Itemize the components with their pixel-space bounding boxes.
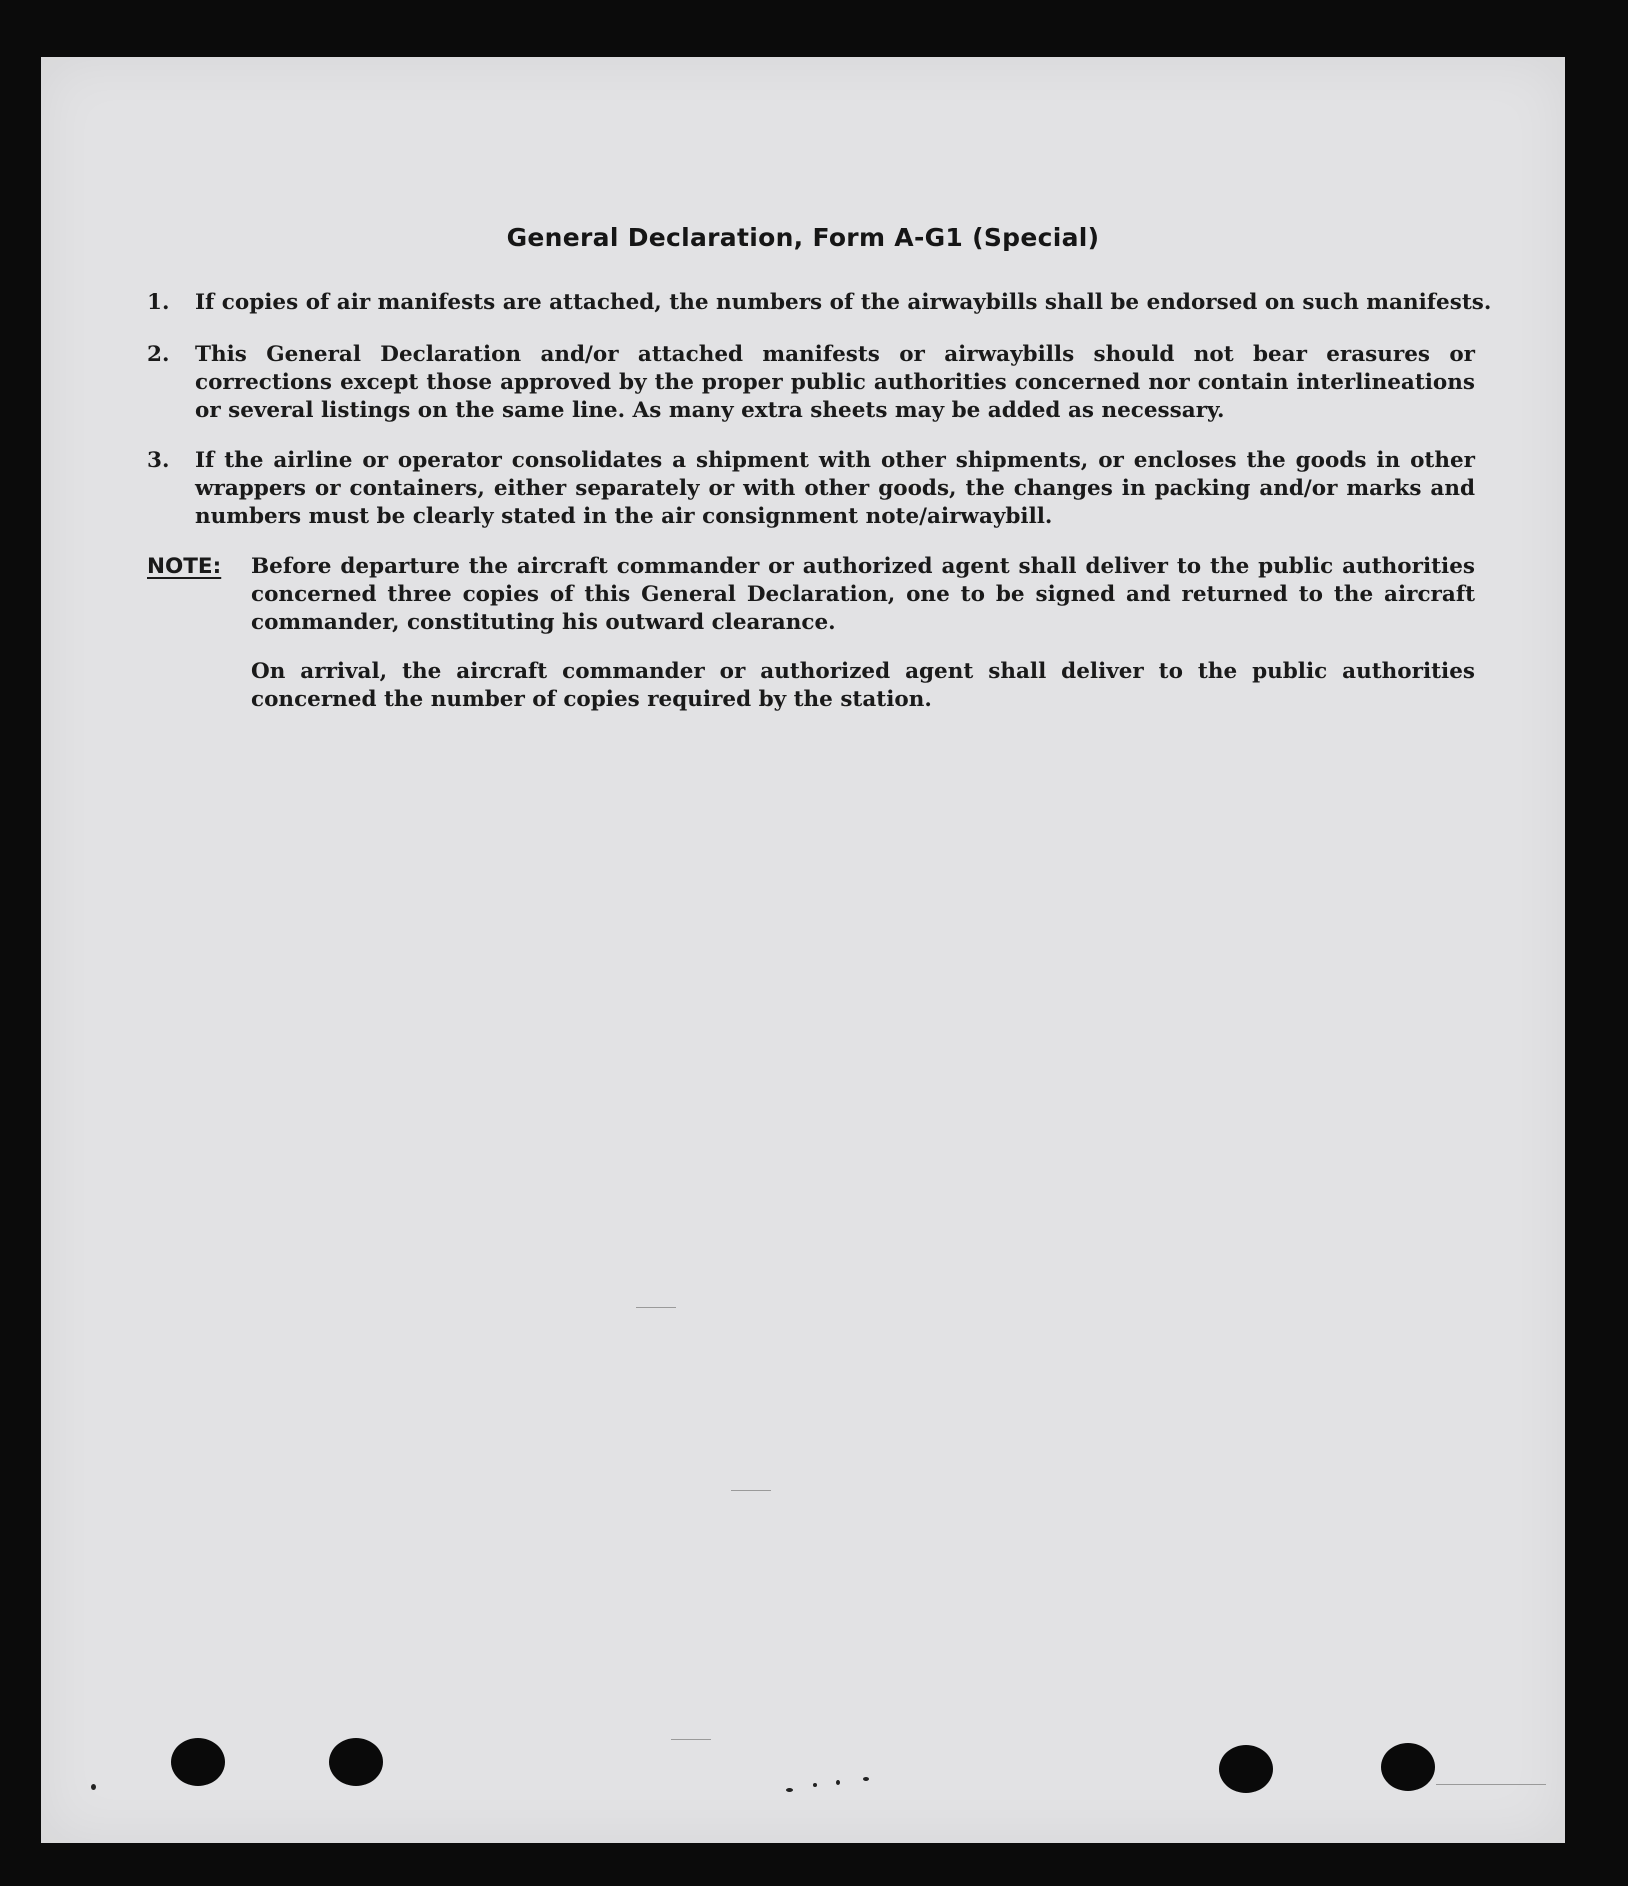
item-text: This General Declaration and/or attached manifests or airwaybills should not bear erasures or corrections except those approved by the proper public authorities concerned nor contain interlineations or several listings on the same line. As many extra sheets may be added as necessary. — [195, 342, 1475, 423]
item-number: 1. — [147, 290, 170, 315]
instruction-item-3 — [147, 447, 1475, 531]
item-number: 2. — [147, 342, 170, 367]
item-text: If the airline or operator consolidates a shipment with other shipments, or encloses the goods in other wrappers or containers, either separately or with other goods, the changes in packing and/or marks and numbers must be clearly stated in the air consignment note/airwaybill. — [195, 448, 1475, 529]
scan-mark — [1436, 1784, 1546, 1785]
punch-hole — [171, 1738, 225, 1786]
note-block — [147, 553, 1475, 637]
item-text: If copies of air manifests are attached, the numbers of the airwaybills shall be endorsed on such manifests. — [195, 290, 1492, 315]
punch-hole — [329, 1738, 383, 1786]
note-label: NOTE: — [147, 554, 222, 579]
scan-speck — [836, 1780, 840, 1785]
document-page — [41, 57, 1565, 1843]
scan-mark — [671, 1739, 711, 1740]
scan-speck — [91, 1784, 96, 1790]
punch-hole — [1381, 1743, 1435, 1791]
document-title: General Declaration, Form A-G1 (Special) — [506, 223, 1100, 252]
note-paragraph-2: On arrival, the aircraft commander or authorized agent shall deliver to the public authorities concerned the number of copies required by the station. — [251, 659, 1475, 712]
item-number: 3. — [147, 448, 170, 473]
scan-mark — [636, 1307, 676, 1308]
instruction-item-2 — [147, 341, 1475, 425]
scan-speck — [863, 1777, 869, 1781]
instruction-item-1 — [147, 289, 1492, 317]
scan-speck — [813, 1783, 817, 1787]
punch-hole — [1219, 1745, 1273, 1793]
scan-mark — [731, 1490, 771, 1491]
note-paragraph-1: Before departure the aircraft commander or authorized agent shall deliver to the public authorities concerned three copies of this General Declaration, one to be signed and returned to the aircraft commander, constituting his outward clearance. — [251, 554, 1475, 635]
scan-speck — [786, 1788, 793, 1792]
